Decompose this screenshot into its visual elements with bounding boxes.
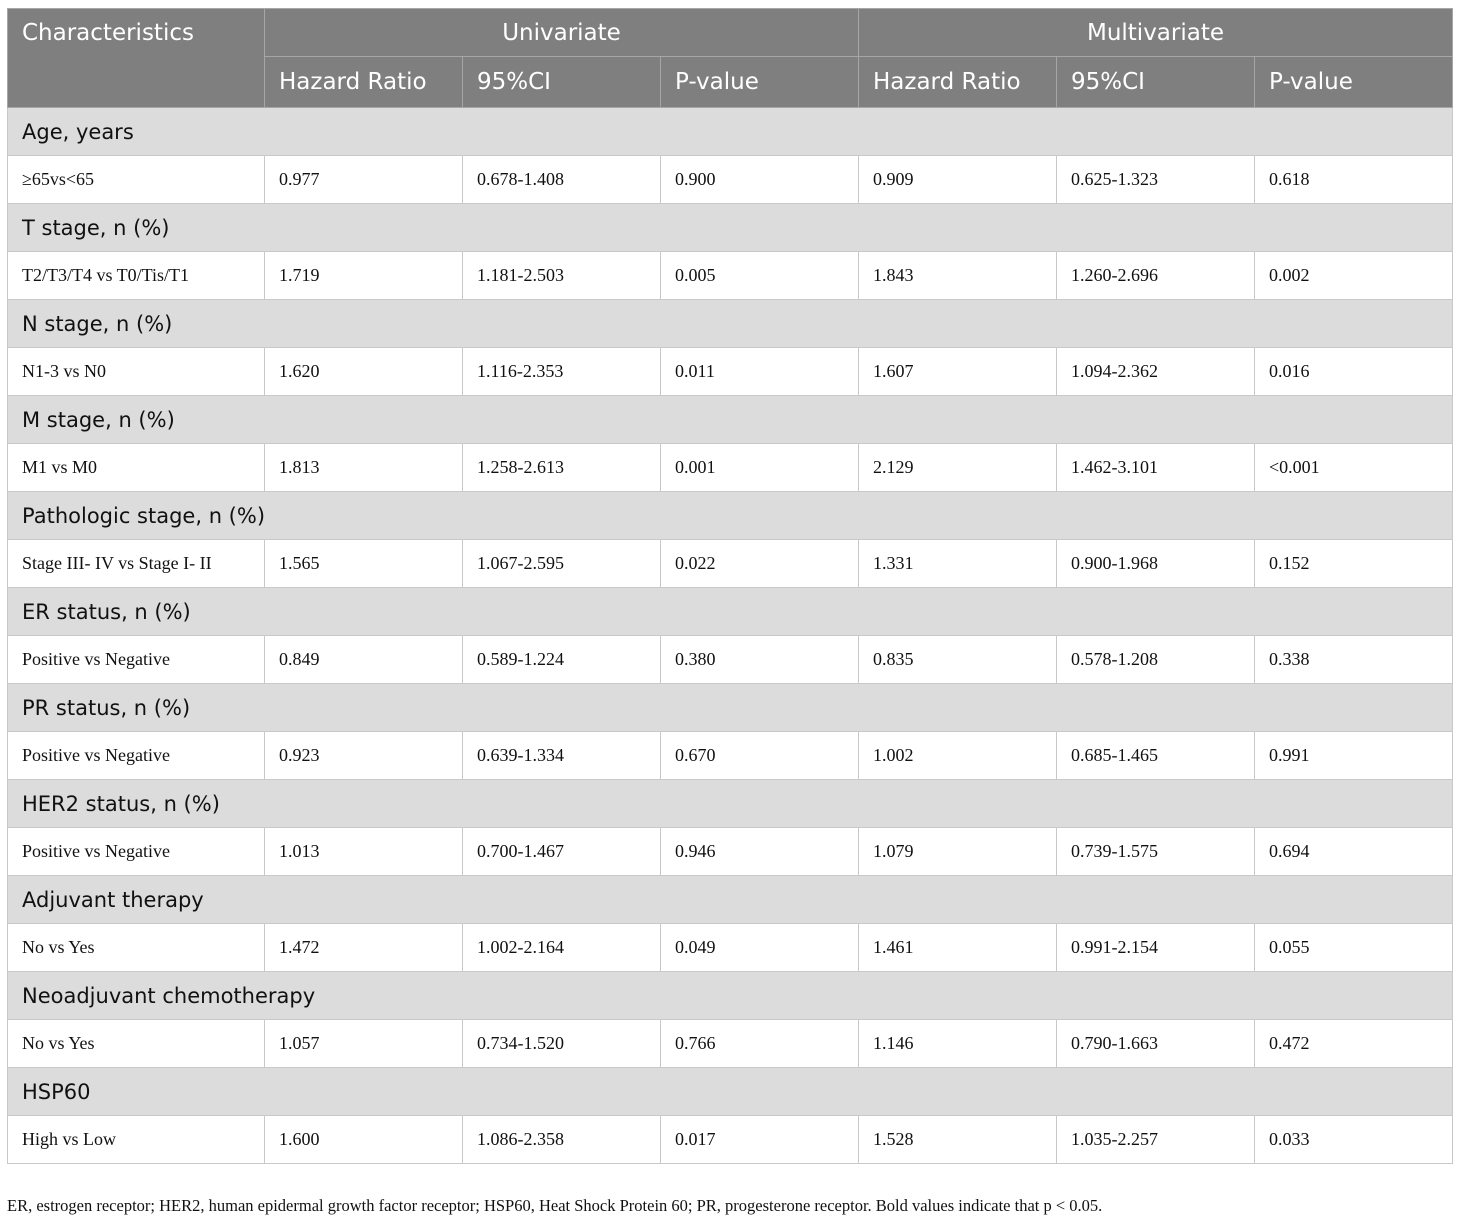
comparison-cell: Positive vs Negative [8,732,265,780]
uni-hazard-ratio-cell: 0.977 [265,156,463,204]
group-row [8,876,1453,924]
uni-p-value-cell: 0.001 [661,444,859,492]
header-characteristics: Characteristics [8,9,265,108]
uni-p-value-cell: 0.017 [661,1116,859,1164]
table-row [8,156,1453,204]
multi-hazard-ratio-cell: 1.607 [859,348,1057,396]
group-label: Pathologic stage, n (%) [8,492,1453,540]
group-label: ER status, n (%) [8,588,1453,636]
multi-ci-cell: 1.035-2.257 [1057,1116,1255,1164]
header-multi-ci: 95%CI [1057,57,1255,108]
header-uni-hazard-ratio: Hazard Ratio [265,57,463,108]
group-row [8,1068,1453,1116]
table-row [8,636,1453,684]
uni-ci-cell: 1.116-2.353 [463,348,661,396]
multi-hazard-ratio-cell: 1.002 [859,732,1057,780]
table-row [8,444,1453,492]
uni-hazard-ratio-cell: 1.813 [265,444,463,492]
multi-p-value-cell: 0.055 [1255,924,1453,972]
multi-hazard-ratio-cell: 1.331 [859,540,1057,588]
multi-hazard-ratio-cell: 2.129 [859,444,1057,492]
table-body [8,108,1453,1164]
comparison-cell: No vs Yes [8,924,265,972]
multi-hazard-ratio-cell: 0.909 [859,156,1057,204]
uni-p-value-cell: 0.946 [661,828,859,876]
comparison-cell: No vs Yes [8,1020,265,1068]
comparison-cell: Positive vs Negative [8,636,265,684]
uni-ci-cell: 1.067-2.595 [463,540,661,588]
uni-p-value-cell: 0.011 [661,348,859,396]
comparison-cell: T2/T3/T4 vs T0/Tis/T1 [8,252,265,300]
multi-hazard-ratio-cell: 0.835 [859,636,1057,684]
multi-hazard-ratio-cell: 1.528 [859,1116,1057,1164]
group-label: PR status, n (%) [8,684,1453,732]
multi-ci-cell: 0.578-1.208 [1057,636,1255,684]
table-row [8,540,1453,588]
multi-ci-cell: 0.739-1.575 [1057,828,1255,876]
comparison-cell: M1 vs M0 [8,444,265,492]
group-label: HSP60 [8,1068,1453,1116]
group-label: Adjuvant therapy [8,876,1453,924]
multi-hazard-ratio-cell: 1.079 [859,828,1057,876]
multi-ci-cell: 0.685-1.465 [1057,732,1255,780]
table-row [8,828,1453,876]
uni-hazard-ratio-cell: 1.057 [265,1020,463,1068]
uni-p-value-cell: 0.380 [661,636,859,684]
multi-p-value-cell: 0.033 [1255,1116,1453,1164]
multi-hazard-ratio-cell: 1.843 [859,252,1057,300]
multi-p-value-cell: 0.694 [1255,828,1453,876]
multi-p-value-cell: 0.991 [1255,732,1453,780]
uni-ci-cell: 1.258-2.613 [463,444,661,492]
uni-hazard-ratio-cell: 1.620 [265,348,463,396]
multi-hazard-ratio-cell: 1.461 [859,924,1057,972]
multi-p-value-cell: 0.152 [1255,540,1453,588]
multi-p-value-cell: 0.472 [1255,1020,1453,1068]
table-row [8,924,1453,972]
uni-p-value-cell: 0.005 [661,252,859,300]
group-label: HER2 status, n (%) [8,780,1453,828]
uni-p-value-cell: 0.766 [661,1020,859,1068]
group-label: Age, years [8,108,1453,156]
group-row [8,588,1453,636]
uni-hazard-ratio-cell: 1.565 [265,540,463,588]
uni-ci-cell: 0.639-1.334 [463,732,661,780]
table-row [8,252,1453,300]
header-univariate: Univariate [265,9,859,57]
uni-ci-cell: 1.002-2.164 [463,924,661,972]
uni-ci-cell: 0.589-1.224 [463,636,661,684]
multi-ci-cell: 0.991-2.154 [1057,924,1255,972]
header-uni-p-value: P-value [661,57,859,108]
comparison-cell: ≥65vs<65 [8,156,265,204]
table-footnote: ER, estrogen receptor; HER2, human epidermal growth factor receptor; HSP60, Heat Shock Protein 60; PR, progesterone receptor. Bold values indicate that p < 0.05. [7,1196,1103,1215]
group-row [8,780,1453,828]
group-row [8,684,1453,732]
group-label: M stage, n (%) [8,396,1453,444]
multi-ci-cell: 0.790-1.663 [1057,1020,1255,1068]
multi-p-value-cell: 0.016 [1255,348,1453,396]
table-row [8,1020,1453,1068]
uni-hazard-ratio-cell: 1.600 [265,1116,463,1164]
header-multi-hazard-ratio: Hazard Ratio [859,57,1057,108]
uni-ci-cell: 1.086-2.358 [463,1116,661,1164]
cox-regression-table [7,8,1453,1164]
comparison-cell: Stage III- IV vs Stage I- II [8,540,265,588]
table-header [8,9,1453,108]
uni-hazard-ratio-cell: 0.849 [265,636,463,684]
uni-ci-cell: 1.181-2.503 [463,252,661,300]
table-row [8,348,1453,396]
comparison-cell: High vs Low [8,1116,265,1164]
multi-ci-cell: 1.094-2.362 [1057,348,1255,396]
table-row [8,732,1453,780]
uni-p-value-cell: 0.049 [661,924,859,972]
group-row [8,396,1453,444]
table-row [8,1116,1453,1164]
group-label: Neoadjuvant chemotherapy [8,972,1453,1020]
multi-ci-cell: 1.260-2.696 [1057,252,1255,300]
uni-ci-cell: 0.734-1.520 [463,1020,661,1068]
multi-hazard-ratio-cell: 1.146 [859,1020,1057,1068]
header-uni-ci: 95%CI [463,57,661,108]
uni-hazard-ratio-cell: 1.013 [265,828,463,876]
uni-hazard-ratio-cell: 1.719 [265,252,463,300]
multi-p-value-cell: 0.618 [1255,156,1453,204]
uni-p-value-cell: 0.022 [661,540,859,588]
group-label: T stage, n (%) [8,204,1453,252]
comparison-cell: N1-3 vs N0 [8,348,265,396]
uni-hazard-ratio-cell: 0.923 [265,732,463,780]
uni-ci-cell: 0.678-1.408 [463,156,661,204]
multi-ci-cell: 1.462-3.101 [1057,444,1255,492]
multi-p-value-cell: <0.001 [1255,444,1453,492]
group-row [8,204,1453,252]
multi-ci-cell: 0.900-1.968 [1057,540,1255,588]
group-row [8,492,1453,540]
header-multivariate: Multivariate [859,9,1453,57]
group-label: N stage, n (%) [8,300,1453,348]
table-container [7,8,1453,1164]
uni-p-value-cell: 0.900 [661,156,859,204]
comparison-cell: Positive vs Negative [8,828,265,876]
uni-p-value-cell: 0.670 [661,732,859,780]
uni-hazard-ratio-cell: 1.472 [265,924,463,972]
group-row [8,972,1453,1020]
group-row [8,300,1453,348]
uni-ci-cell: 0.700-1.467 [463,828,661,876]
multi-ci-cell: 0.625-1.323 [1057,156,1255,204]
header-multi-p-value: P-value [1255,57,1453,108]
multi-p-value-cell: 0.002 [1255,252,1453,300]
multi-p-value-cell: 0.338 [1255,636,1453,684]
group-row [8,108,1453,156]
